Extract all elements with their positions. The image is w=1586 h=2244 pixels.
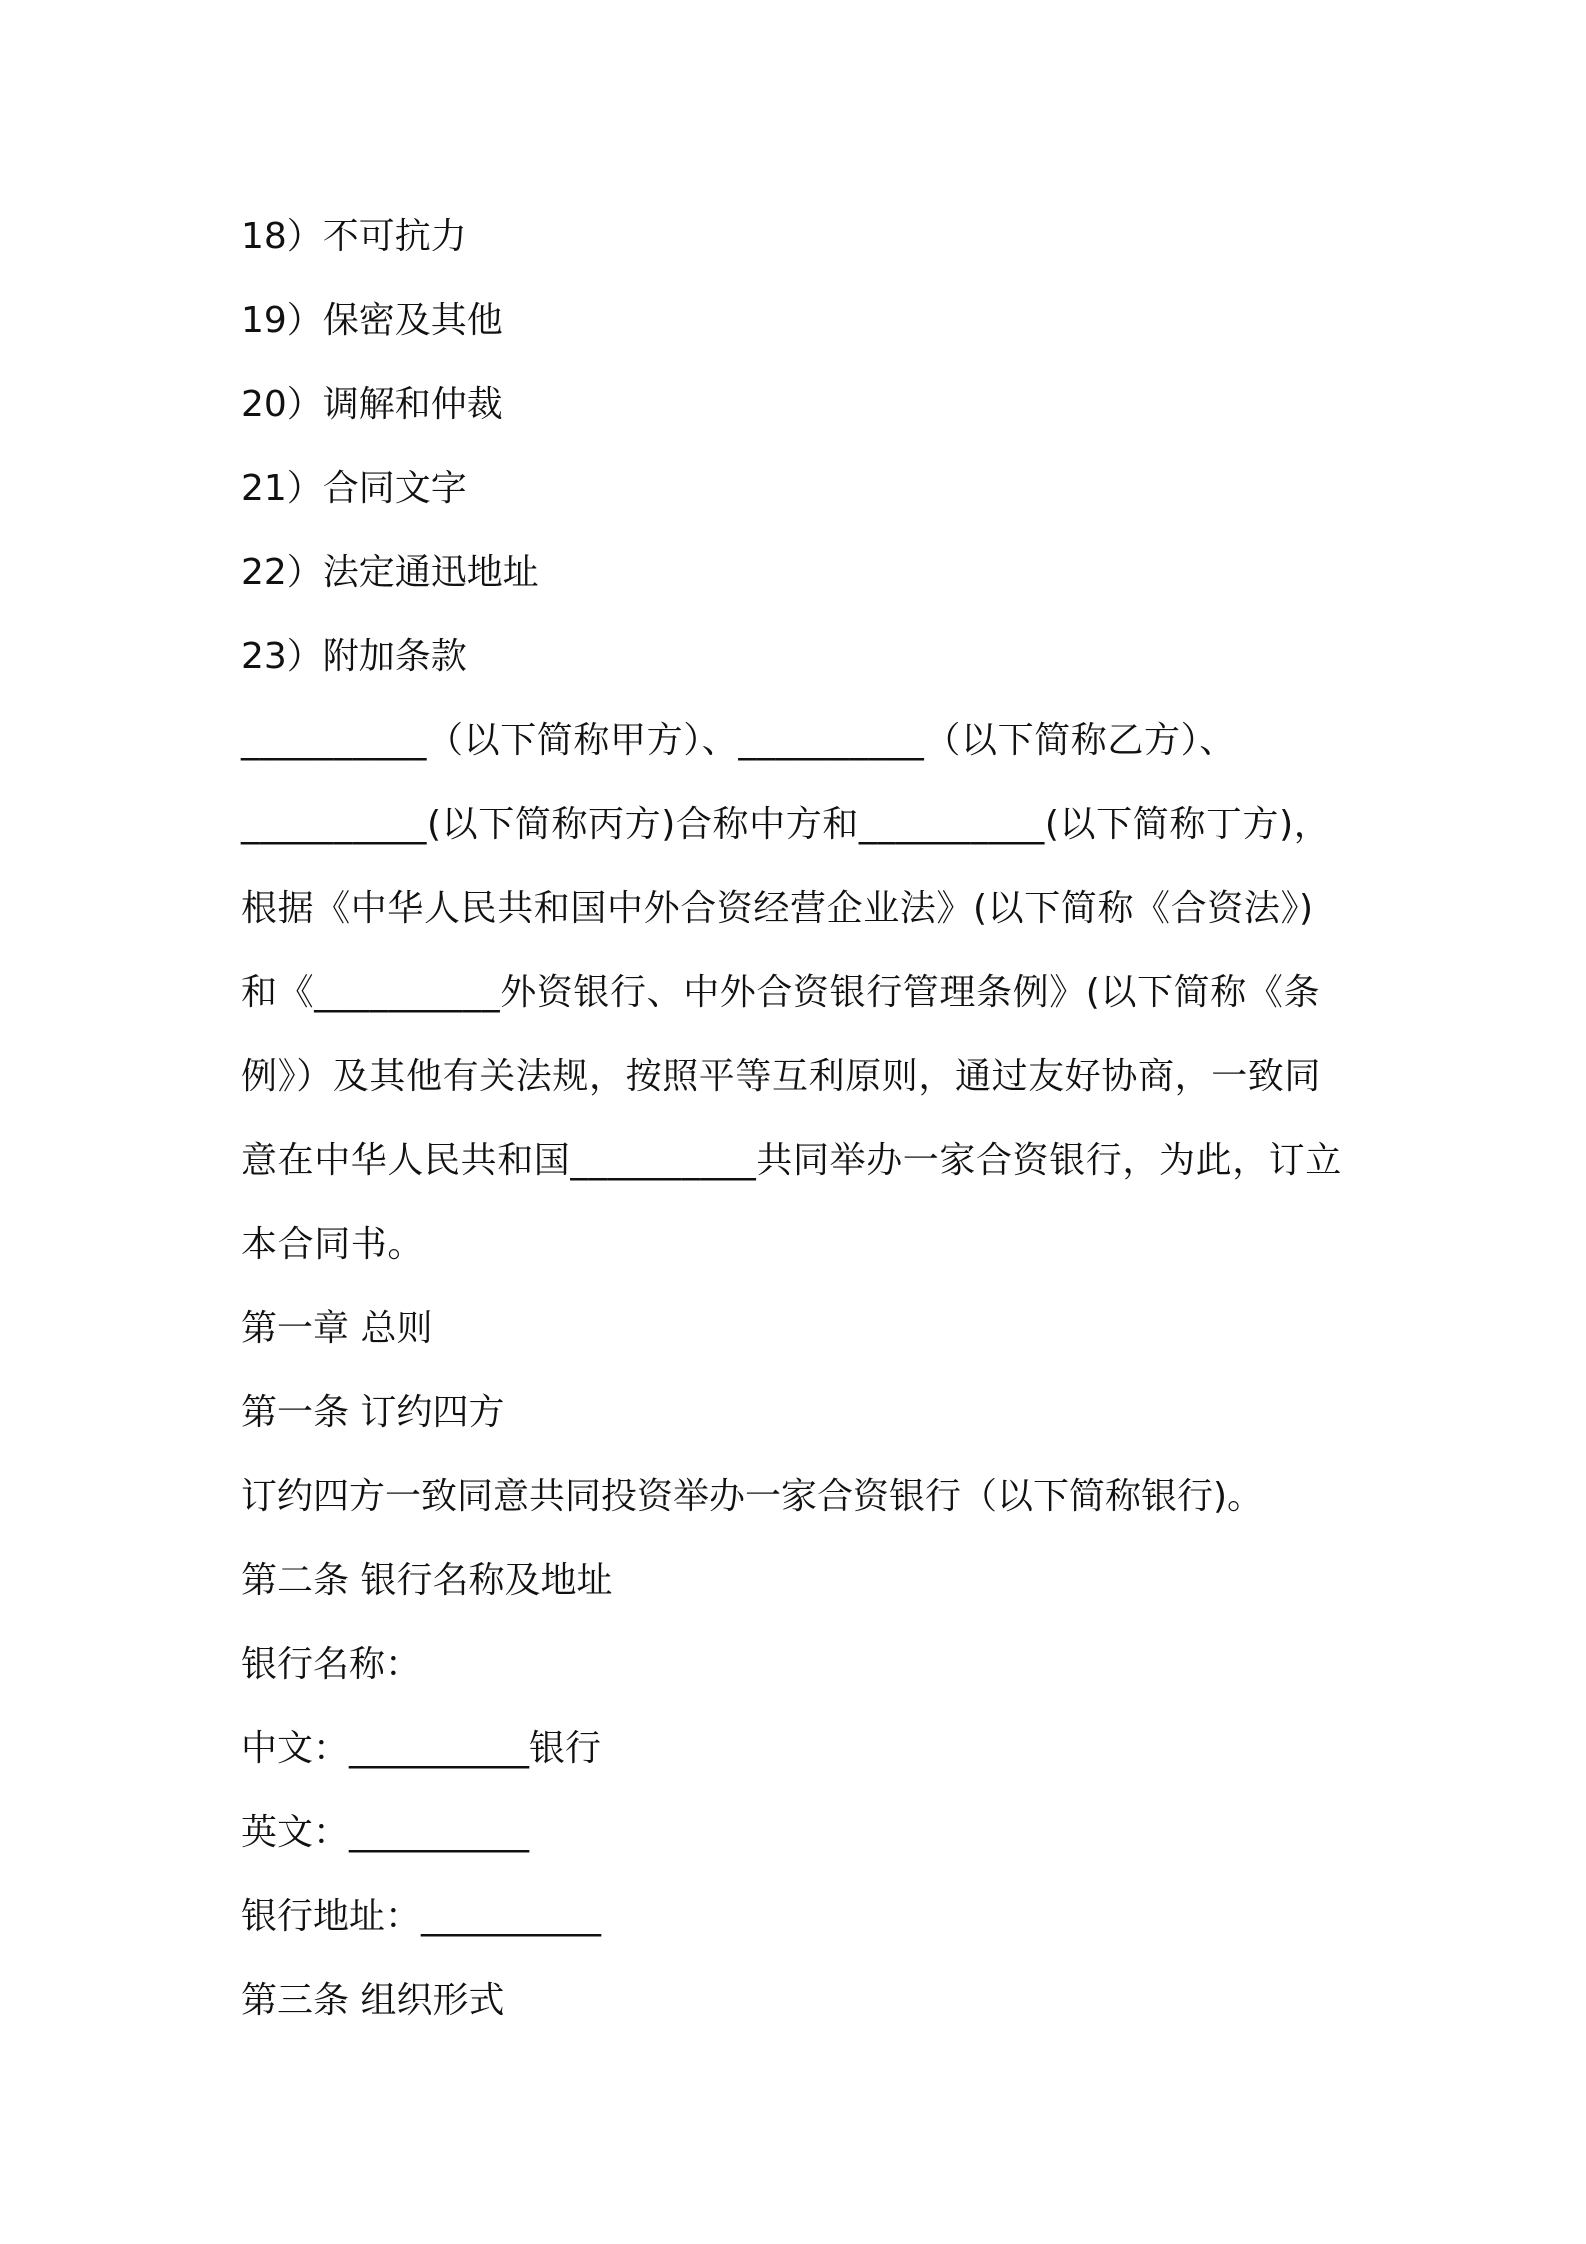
toc-item-19: 19）保密及其他	[241, 300, 503, 341]
toc-item-23: 23）附加条款	[241, 636, 467, 677]
chapter-1-heading: 第一章 总则	[241, 1308, 433, 1349]
preamble-line-4: 和《__________外资银行、中外合资银行管理条例》(以下简称《条	[241, 972, 1321, 1013]
preamble-line-3: 根据《中华人民共和国中外合资经营企业法》(以下简称《合资法》)	[241, 888, 1314, 929]
preamble-line-5: 例》）及其他有关法规，按照平等互利原则，通过友好协商，一致同	[241, 1056, 1322, 1097]
toc-item-20: 20）调解和仲裁	[241, 384, 503, 425]
bank-name-label: 银行名称：	[241, 1644, 422, 1685]
bank-address: 银行地址：__________	[241, 1896, 602, 1937]
toc-item-18: 18）不可抗力	[241, 216, 467, 257]
preamble-line-1: __________（以下简称甲方）、__________（以下简称乙方）、	[241, 720, 1236, 761]
bank-name-chinese: 中文：__________银行	[241, 1728, 602, 1769]
preamble-line-6: 意在中华人民共和国__________共同举办一家合资银行，为此，订立	[241, 1140, 1342, 1181]
document-content	[241, 195, 1361, 2043]
preamble-line-7: 本合同书。	[241, 1224, 425, 1265]
bank-name-english: 英文：__________	[241, 1812, 530, 1853]
article-1-text: 订约四方一致同意共同投资举办一家合资银行（以下简称银行)。	[241, 1476, 1264, 1517]
article-1-heading: 第一条 订约四方	[241, 1392, 505, 1433]
preamble-line-2: __________(以下简称丙方)合称中方和__________(以下简称丁方)，	[241, 804, 1331, 845]
toc-item-22: 22）法定通迅地址	[241, 552, 539, 593]
toc-item-21: 21）合同文字	[241, 468, 467, 509]
article-3-heading: 第三条 组织形式	[241, 1980, 505, 2021]
article-2-heading: 第二条 银行名称及地址	[241, 1560, 613, 1601]
